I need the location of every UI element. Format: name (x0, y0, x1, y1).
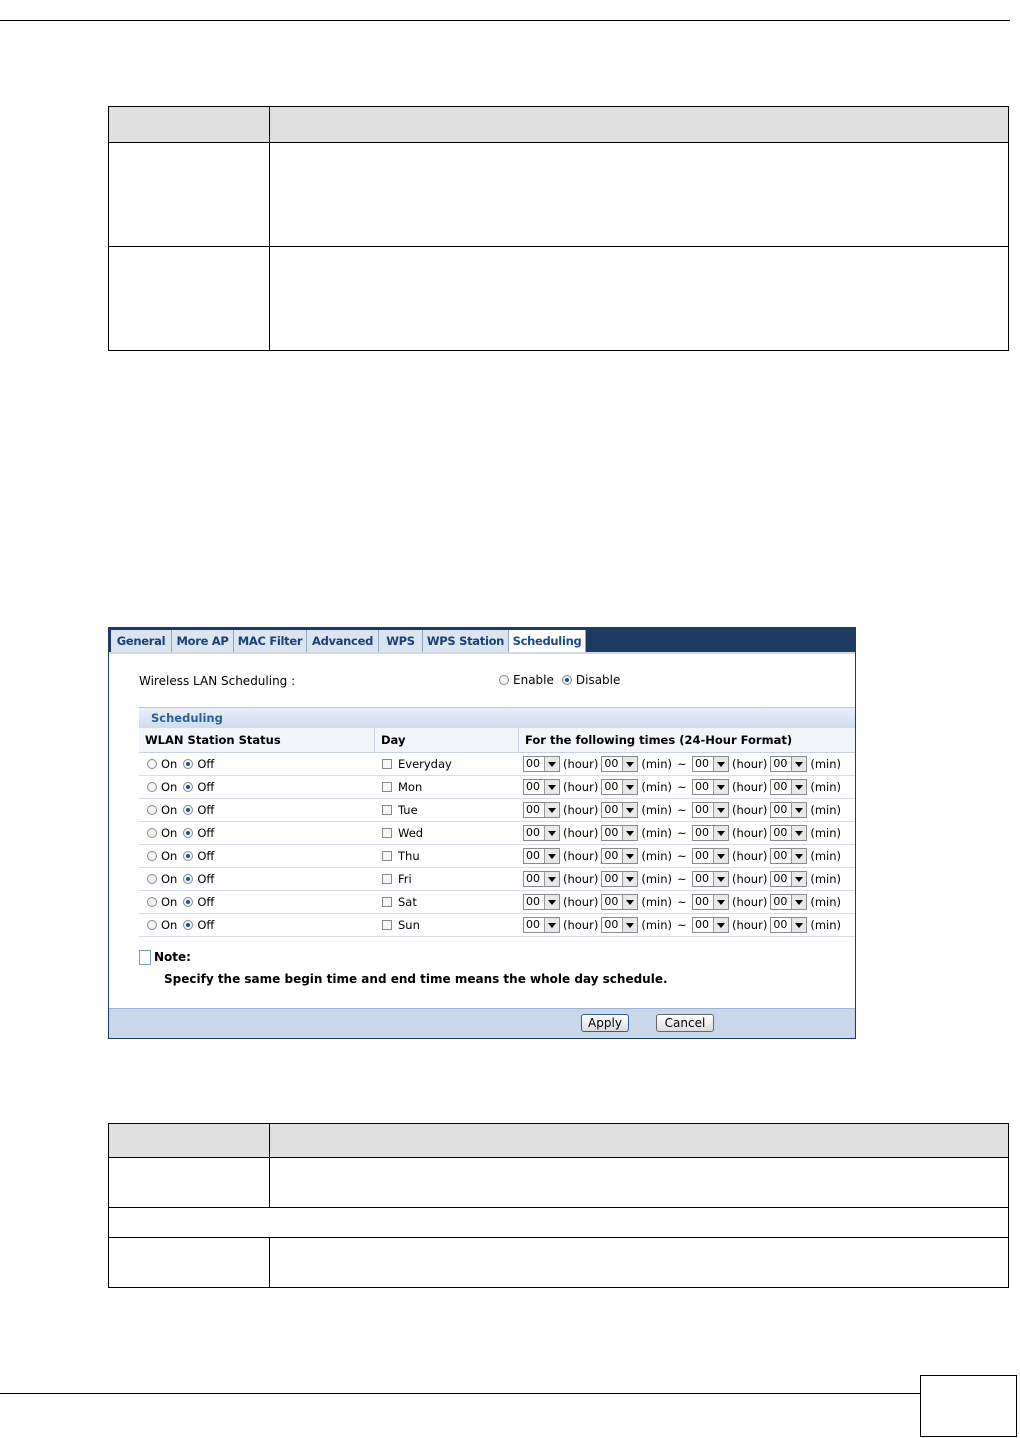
off-label: Off (197, 872, 215, 886)
on-label: On (161, 918, 178, 932)
tab-advanced[interactable]: Advanced (307, 630, 379, 652)
on-label: On (161, 872, 178, 886)
schedule-row (139, 868, 855, 891)
header-day: Day (375, 728, 519, 752)
apply-button[interactable]: Apply (581, 1014, 629, 1032)
chevron-down-icon[interactable] (544, 895, 559, 909)
wireless-lan-scheduling-options (499, 673, 620, 687)
wireless-lan-scheduling-label: Wireless LAN Scheduling : (139, 674, 296, 688)
scheduling-panel (108, 627, 856, 1039)
status-off-radio[interactable] (183, 897, 193, 907)
on-label: On (161, 780, 178, 794)
time-select[interactable]: 00 (770, 871, 807, 887)
day-label: Wed (398, 826, 424, 840)
off-label: Off (197, 895, 215, 909)
time-select[interactable]: 00 (601, 917, 638, 933)
time-select[interactable]: 00 (523, 779, 560, 795)
hour-label: (hour) (563, 826, 599, 840)
schedule-row (139, 776, 855, 799)
enable-label: Enable (513, 673, 554, 687)
tab-content (109, 652, 855, 1010)
tab-more-ap[interactable]: More AP (172, 630, 234, 652)
time-select[interactable]: 00 (692, 825, 729, 841)
chevron-down-icon[interactable] (713, 803, 728, 817)
hour-label: (hour) (732, 826, 768, 840)
tab-general[interactable]: General (111, 630, 172, 652)
chevron-down-icon[interactable] (622, 826, 637, 840)
time-select[interactable]: 00 (523, 894, 560, 910)
scheduling-section-title: Scheduling (139, 707, 855, 728)
note (139, 950, 191, 965)
min-label: (min) (641, 826, 672, 840)
time-select[interactable]: 00 (692, 848, 729, 864)
chevron-down-icon[interactable] (713, 757, 728, 771)
chevron-down-icon[interactable] (713, 780, 728, 794)
chevron-down-icon[interactable] (622, 918, 637, 932)
day-checkbox[interactable] (382, 920, 392, 930)
button-bar (109, 1008, 855, 1039)
chevron-down-icon[interactable] (791, 826, 806, 840)
hour-label: (hour) (563, 803, 599, 817)
chevron-down-icon[interactable] (544, 757, 559, 771)
day-label: Sun (398, 918, 420, 932)
min-label: (min) (641, 918, 672, 932)
chevron-down-icon[interactable] (791, 780, 806, 794)
time-select[interactable]: 00 (692, 779, 729, 795)
chevron-down-icon[interactable] (791, 757, 806, 771)
time-select[interactable]: 00 (523, 871, 560, 887)
tilde: ~ (677, 780, 687, 794)
min-label: (min) (641, 872, 672, 886)
status-off-radio[interactable] (183, 874, 193, 884)
note-text: Specify the same begin time and end time means the whole day schedule. (164, 972, 668, 986)
off-label: Off (197, 849, 215, 863)
hour-label: (hour) (732, 757, 768, 771)
chevron-down-icon[interactable] (791, 849, 806, 863)
day-checkbox[interactable] (382, 805, 392, 815)
status-on-radio[interactable] (147, 920, 157, 930)
off-label: Off (197, 826, 215, 840)
schedule-row (139, 914, 855, 937)
time-select[interactable]: 00 (692, 894, 729, 910)
time-select[interactable]: 00 (601, 871, 638, 887)
status-off-radio[interactable] (183, 851, 193, 861)
chevron-down-icon[interactable] (544, 826, 559, 840)
hour-label: (hour) (732, 872, 768, 886)
chevron-down-icon[interactable] (622, 803, 637, 817)
day-label: Thu (398, 849, 420, 863)
min-label: (min) (810, 780, 841, 794)
tab-wps[interactable]: WPS (379, 630, 423, 652)
chevron-down-icon[interactable] (713, 826, 728, 840)
off-label: Off (197, 918, 215, 932)
time-select[interactable]: 00 (601, 894, 638, 910)
page-number-box (920, 1375, 1017, 1437)
chevron-down-icon[interactable] (622, 849, 637, 863)
time-select[interactable]: 00 (523, 825, 560, 841)
day-checkbox[interactable] (382, 759, 392, 769)
min-label: (min) (810, 895, 841, 909)
tilde: ~ (677, 895, 687, 909)
on-label: On (161, 757, 178, 771)
on-label: On (161, 826, 178, 840)
status-on-radio[interactable] (147, 874, 157, 884)
min-label: (min) (641, 895, 672, 909)
schedule-row (139, 845, 855, 868)
status-off-radio[interactable] (183, 782, 193, 792)
tab-mac-filter[interactable]: MAC Filter (234, 630, 307, 652)
day-checkbox[interactable] (382, 782, 392, 792)
hour-label: (hour) (563, 849, 599, 863)
time-select[interactable]: 00 (770, 779, 807, 795)
time-select[interactable]: 00 (601, 756, 638, 772)
enable-radio[interactable] (499, 675, 509, 685)
day-label: Fri (398, 872, 412, 886)
day-checkbox[interactable] (382, 874, 392, 884)
chevron-down-icon[interactable] (791, 872, 806, 886)
status-off-radio[interactable] (183, 805, 193, 815)
chevron-down-icon[interactable] (622, 757, 637, 771)
time-select[interactable]: 00 (601, 779, 638, 795)
chevron-down-icon[interactable] (544, 849, 559, 863)
header-wlan-station-status: WLAN Station Status (139, 728, 375, 752)
time-select[interactable]: 00 (692, 802, 729, 818)
note-icon (139, 950, 151, 965)
day-label: Tue (398, 803, 418, 817)
status-on-radio[interactable] (147, 851, 157, 861)
hour-label: (hour) (563, 780, 599, 794)
min-label: (min) (810, 826, 841, 840)
schedule-row (139, 753, 855, 776)
hour-label: (hour) (563, 872, 599, 886)
header-times: For the following times (24-Hour Format) (519, 728, 855, 752)
status-on-radio[interactable] (147, 759, 157, 769)
tab-wps-station[interactable]: WPS Station (423, 630, 509, 652)
scheduling-table-header (139, 728, 855, 753)
chevron-down-icon[interactable] (544, 872, 559, 886)
disable-radio[interactable] (562, 675, 572, 685)
tilde: ~ (677, 849, 687, 863)
day-checkbox[interactable] (382, 897, 392, 907)
chevron-down-icon[interactable] (791, 803, 806, 817)
tab-bar (109, 628, 855, 652)
status-off-radio[interactable] (183, 920, 193, 930)
time-select[interactable]: 00 (601, 848, 638, 864)
status-on-radio[interactable] (147, 805, 157, 815)
tilde: ~ (677, 803, 687, 817)
chevron-down-icon[interactable] (544, 780, 559, 794)
time-select[interactable]: 00 (523, 802, 560, 818)
schedule-row (139, 891, 855, 914)
chevron-down-icon[interactable] (544, 918, 559, 932)
doc-table-top (108, 106, 1009, 351)
min-label: (min) (641, 757, 672, 771)
hour-label: (hour) (732, 849, 768, 863)
status-on-radio[interactable] (147, 828, 157, 838)
time-select[interactable]: 00 (523, 848, 560, 864)
chevron-down-icon[interactable] (713, 849, 728, 863)
chevron-down-icon[interactable] (713, 918, 728, 932)
hour-label: (hour) (732, 918, 768, 932)
hour-label: (hour) (732, 803, 768, 817)
schedule-row (139, 799, 855, 822)
scheduling-section (139, 707, 855, 937)
chevron-down-icon[interactable] (622, 780, 637, 794)
tab-scheduling[interactable]: Scheduling (509, 630, 586, 654)
time-select[interactable]: 00 (770, 825, 807, 841)
min-label: (min) (641, 803, 672, 817)
tilde: ~ (677, 757, 687, 771)
time-select[interactable]: 00 (692, 871, 729, 887)
off-label: Off (197, 780, 215, 794)
off-label: Off (197, 757, 215, 771)
time-select[interactable]: 00 (692, 756, 729, 772)
time-select[interactable]: 00 (692, 917, 729, 933)
tilde: ~ (677, 918, 687, 932)
on-label: On (161, 803, 178, 817)
time-select[interactable]: 00 (601, 802, 638, 818)
status-off-radio[interactable] (183, 759, 193, 769)
time-select[interactable]: 00 (770, 894, 807, 910)
min-label: (min) (810, 803, 841, 817)
chevron-down-icon[interactable] (791, 918, 806, 932)
hour-label: (hour) (732, 895, 768, 909)
time-select[interactable]: 00 (523, 756, 560, 772)
min-label: (min) (810, 757, 841, 771)
status-on-radio[interactable] (147, 782, 157, 792)
day-label: Sat (398, 895, 417, 909)
min-label: (min) (641, 780, 672, 794)
tilde: ~ (677, 826, 687, 840)
min-label: (min) (810, 872, 841, 886)
chevron-down-icon[interactable] (544, 803, 559, 817)
time-select[interactable]: 00 (770, 802, 807, 818)
cancel-button[interactable]: Cancel (656, 1014, 714, 1032)
note-title: Note: (154, 950, 191, 964)
hour-label: (hour) (563, 918, 599, 932)
disable-label: Disable (575, 673, 621, 687)
schedule-row (139, 822, 855, 845)
chevron-down-icon[interactable] (713, 872, 728, 886)
on-label: On (161, 849, 178, 863)
tilde: ~ (677, 872, 687, 886)
chevron-down-icon[interactable] (622, 895, 637, 909)
min-label: (min) (810, 849, 841, 863)
hour-label: (hour) (563, 895, 599, 909)
on-label: On (161, 895, 178, 909)
hour-label: (hour) (563, 757, 599, 771)
bottom-rule (0, 1393, 1010, 1394)
min-label: (min) (810, 918, 841, 932)
time-select[interactable]: 00 (601, 825, 638, 841)
scheduling-rows (139, 753, 855, 937)
chevron-down-icon[interactable] (622, 872, 637, 886)
day-checkbox[interactable] (382, 828, 392, 838)
top-rule (0, 20, 1010, 21)
time-select[interactable]: 00 (770, 756, 807, 772)
time-select[interactable]: 00 (523, 917, 560, 933)
doc-table-bottom (108, 1123, 1009, 1288)
day-checkbox[interactable] (382, 851, 392, 861)
chevron-down-icon[interactable] (791, 895, 806, 909)
status-off-radio[interactable] (183, 828, 193, 838)
status-on-radio[interactable] (147, 897, 157, 907)
time-select[interactable]: 00 (770, 917, 807, 933)
hour-label: (hour) (732, 780, 768, 794)
day-label: Mon (398, 780, 423, 794)
time-select[interactable]: 00 (770, 848, 807, 864)
off-label: Off (197, 803, 215, 817)
chevron-down-icon[interactable] (713, 895, 728, 909)
min-label: (min) (641, 849, 672, 863)
day-label: Everyday (398, 757, 452, 771)
